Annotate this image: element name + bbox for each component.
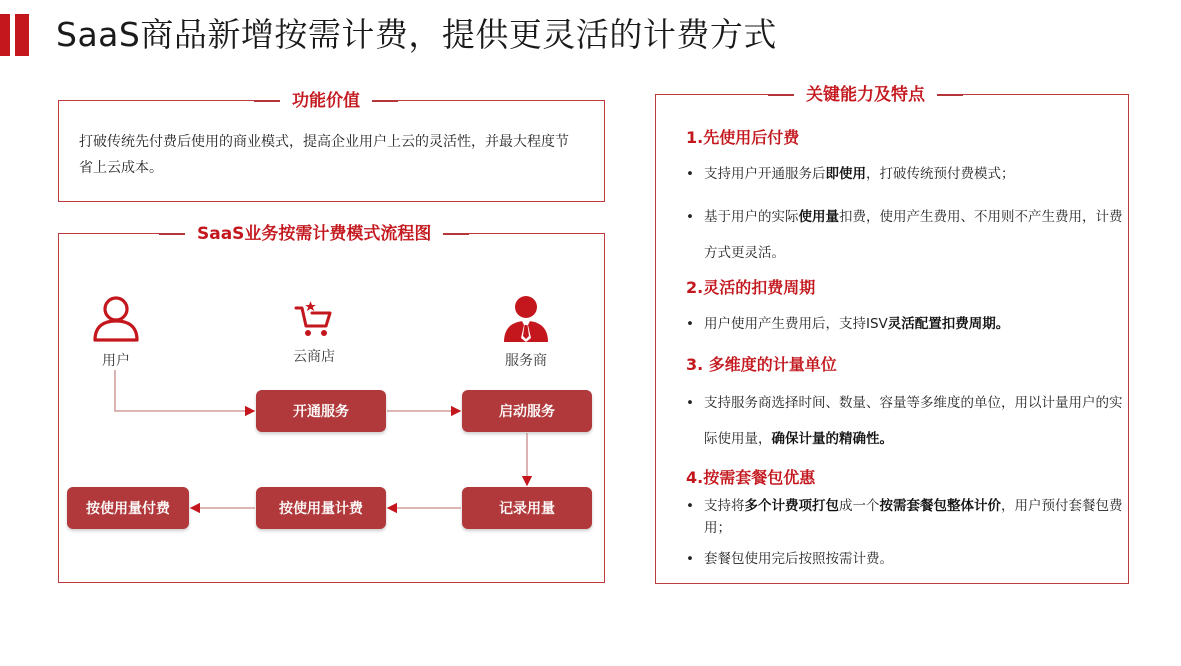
feature-bullet: • 支持服务商选择时间、数量、容量等多维度的单位，用以计量用户的实际使用量，确保计量的精确性。: [686, 385, 1126, 457]
step-usage-billing: 按使用量计费: [256, 487, 386, 529]
feature-bullet: • 支持用户开通服务后即使用，打破传统预付费模式；: [686, 163, 1126, 185]
bullet-dot: •: [686, 498, 694, 514]
feature-title: 2.灵活的扣费周期: [686, 278, 816, 297]
flow-heading: SaaS业务按需计费模式流程图: [185, 221, 443, 247]
step-start-service: 启动服务: [462, 390, 592, 432]
features-panel: [655, 85, 1129, 584]
provider-label: 服务商: [505, 353, 547, 369]
bullet-dot: •: [686, 551, 694, 567]
divider: [372, 100, 398, 102]
feature-title: 1.先使用后付费: [686, 128, 800, 147]
features-heading: 关键能力及特点: [794, 82, 937, 108]
value-panel: [58, 91, 605, 202]
divider: [768, 94, 794, 96]
accent-block: [0, 14, 10, 56]
provider-actor: [498, 292, 554, 370]
value-description: 打破传统先付费后使用的商业模式，提高企业用户上云的灵活性，并最大程度节省上云成本。: [79, 134, 569, 176]
bullet-dot: •: [686, 209, 694, 225]
shopping-cart-icon: [292, 300, 336, 340]
feature-title: 4.按需套餐包优惠: [686, 468, 816, 487]
page-title: SaaS商品新增按需计费，提供更灵活的计费方式: [56, 15, 777, 54]
store-actor: [284, 300, 344, 366]
step-open-service: 开通服务: [256, 390, 386, 432]
step-record-usage: 记录用量: [462, 487, 592, 529]
divider: [254, 100, 280, 102]
divider: [443, 233, 469, 235]
feature-bullet: • 套餐包使用完后按照按需计费。: [686, 548, 1126, 570]
feature-bullet: • 用户使用产生费用后，支持ISV灵活配置扣费周期。: [686, 313, 1126, 335]
store-label: 云商店: [293, 349, 335, 365]
divider: [159, 233, 185, 235]
value-heading: 功能价值: [280, 88, 372, 114]
feature-bullet: • 基于用户的实际使用量扣费，使用产生费用、不用则不产生费用，计费方式更灵活。: [686, 199, 1126, 271]
accent-block: [15, 14, 29, 56]
flow-panel-header: [159, 221, 469, 247]
title-accent-bar: [0, 14, 30, 56]
divider: [937, 94, 963, 96]
user-label: 用户: [102, 353, 130, 369]
bullet-dot: •: [686, 166, 694, 182]
user-actor: [88, 292, 144, 370]
step-usage-payment: 按使用量付费: [67, 487, 189, 529]
feature-title: 3. 多维度的计量单位: [686, 355, 837, 374]
business-person-icon: [500, 292, 552, 344]
bullet-dot: •: [686, 316, 694, 332]
bullet-dot: •: [686, 395, 694, 411]
value-panel-header: [254, 88, 398, 114]
feature-bullet: • 支持将多个计费项打包成一个按需套餐包整体计价，用户预付套餐包费用；: [686, 495, 1126, 539]
user-icon: [90, 292, 142, 344]
features-panel-header: [768, 82, 963, 108]
